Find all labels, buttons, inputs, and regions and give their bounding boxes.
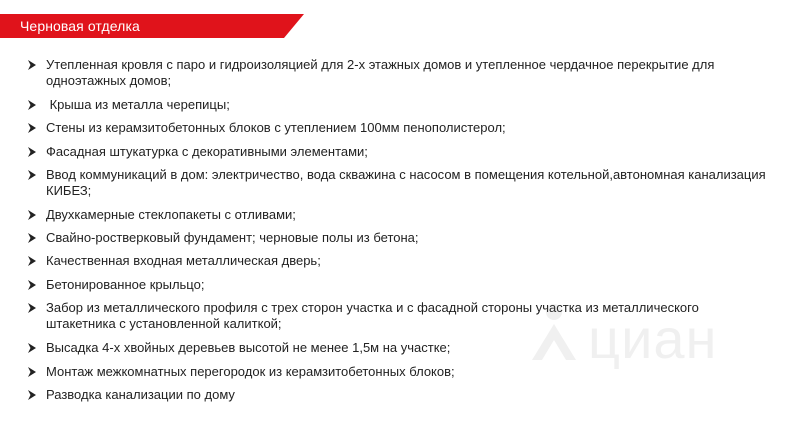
arrow-bullet-icon [27,209,37,221]
section-title: Черновая отделка [20,18,140,34]
list-item-text: Ввод коммуникаций в дом: электричество, вода скважина с насосом в помещения котельной,автономная канализация КИБЕЗ; [46,167,766,199]
section-header-banner [0,14,304,38]
arrow-bullet-icon [27,169,37,181]
list-item [27,144,767,160]
list-item [27,120,767,136]
list-item-text: Утепленная кровля с паро и гидроизоляцией для 2-х этажных домов и утепленное чердачное перекрытие для одноэтажных домов; [46,57,715,88]
arrow-bullet-icon [27,232,37,244]
list-item-text: Монтаж межкомнатных перегородок из керамзитобетонных блоков; [46,363,455,379]
list-item [27,230,767,246]
arrow-bullet-icon [27,255,37,267]
list-item-text: Двухкамерные стеклопакеты с отливами; [46,206,296,222]
arrow-bullet-icon [27,279,37,291]
list-item [27,277,767,293]
list-item-text: Стены из керамзитобетонных блоков с утеплением 100мм пенополистерол; [46,120,506,136]
list-item-text: Разводка канализации по дому [46,386,235,402]
cian-logo-icon [524,298,584,368]
list-item [27,57,767,89]
arrow-bullet-icon [27,99,37,111]
list-item-text: Фасадная штукатурка с декоративными элементами; [46,143,368,159]
list-item [27,253,767,269]
list-item-text: Свайно-ростверковый фундамент; черновые полы из бетона; [46,229,419,245]
arrow-bullet-icon [27,122,37,134]
list-item-text: Качественная входная металлическая дверь; [46,253,321,269]
list-item [27,207,767,223]
arrow-bullet-icon [27,302,37,314]
arrow-bullet-icon [27,342,37,354]
list-item [27,387,767,403]
list-item-text: Забор из металлического профиля с трех сторон участка и с фасадной стороны участка из металлического штакетника с установленной калиткой; [46,300,699,332]
watermark-text: циан [588,307,718,370]
list-item [27,97,767,113]
arrow-bullet-icon [27,59,37,71]
list-item-text: Крыша из металла черепицы; [46,97,230,112]
arrow-bullet-icon [27,389,37,401]
list-item-text: Бетонированное крыльцо; [46,276,205,292]
list-item [27,167,767,199]
arrow-bullet-icon [27,366,37,378]
arrow-bullet-icon [27,146,37,158]
watermark [524,298,744,388]
list-item-text: Высадка 4-х хвойных деревьев высотой не менее 1,5м на участке; [46,340,451,356]
